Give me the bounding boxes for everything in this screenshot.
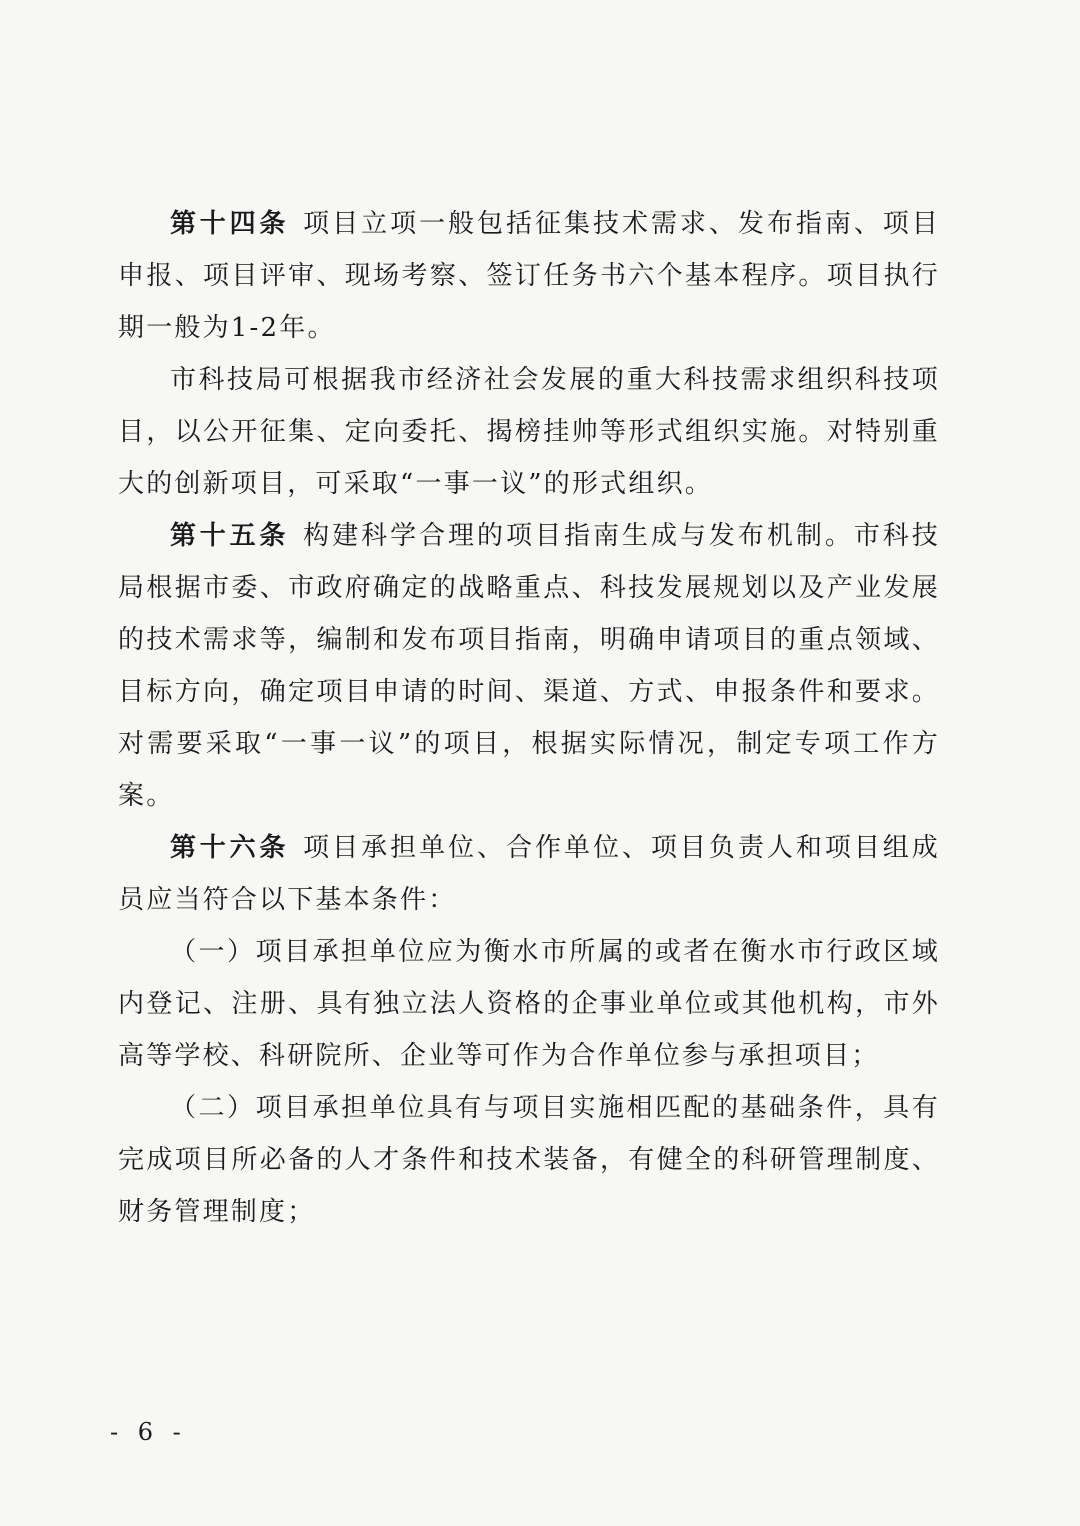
article-16-item-2	[118, 1082, 940, 1238]
article-15-heading: 第十五条	[170, 521, 290, 551]
article-16-item-1-text: （一）项目承担单位应为衡水市所属的或者在衡水市行政区域内登记、注册、具有独立法人资格的企事业单位或其他机构，市外高等学校、科研院所、企业等可作为合作单位参与承担项目；	[118, 937, 940, 1071]
article-16-heading: 第十六条	[170, 833, 290, 863]
page-number: - 6 -	[110, 1418, 187, 1446]
article-14-text-2: 市科技局可根据我市经济社会发展的重大科技需求组织科技项目，以公开征集、定向委托、揭榜挂帅等形式组织实施。对特别重大的创新项目，可采取“一事一议”的形式组织。	[118, 365, 940, 499]
document-body	[118, 198, 940, 1238]
article-14-paragraph	[118, 198, 940, 354]
article-14-paragraph-2	[118, 354, 940, 510]
article-15-paragraph	[118, 510, 940, 822]
article-16-text: 项目承担单位、合作单位、项目负责人和项目组成员应当符合以下基本条件：	[118, 833, 940, 915]
article-16-paragraph	[118, 822, 940, 926]
article-14-text: 项目立项一般包括征集技术需求、发布指南、项目申报、项目评审、现场考察、签订任务书六个基本程序。项目执行期一般为1-2年。	[118, 209, 940, 343]
article-16-item-2-text: （二）项目承担单位具有与项目实施相匹配的基础条件，具有完成项目所必备的人才条件和技术装备，有健全的科研管理制度、财务管理制度；	[118, 1093, 940, 1227]
article-14-heading: 第十四条	[170, 209, 290, 239]
article-15-text: 构建科学合理的项目指南生成与发布机制。市科技局根据市委、市政府确定的战略重点、科技发展规划以及产业发展的技术需求等，编制和发布项目指南，明确申请项目的重点领域、目标方向，确定项目申请的时间、渠道、方式、申报条件和要求。对需要采取“一事一议”的项目，根据实际情况，制定专项工作方案。	[118, 521, 940, 811]
article-16-item-1	[118, 926, 940, 1082]
